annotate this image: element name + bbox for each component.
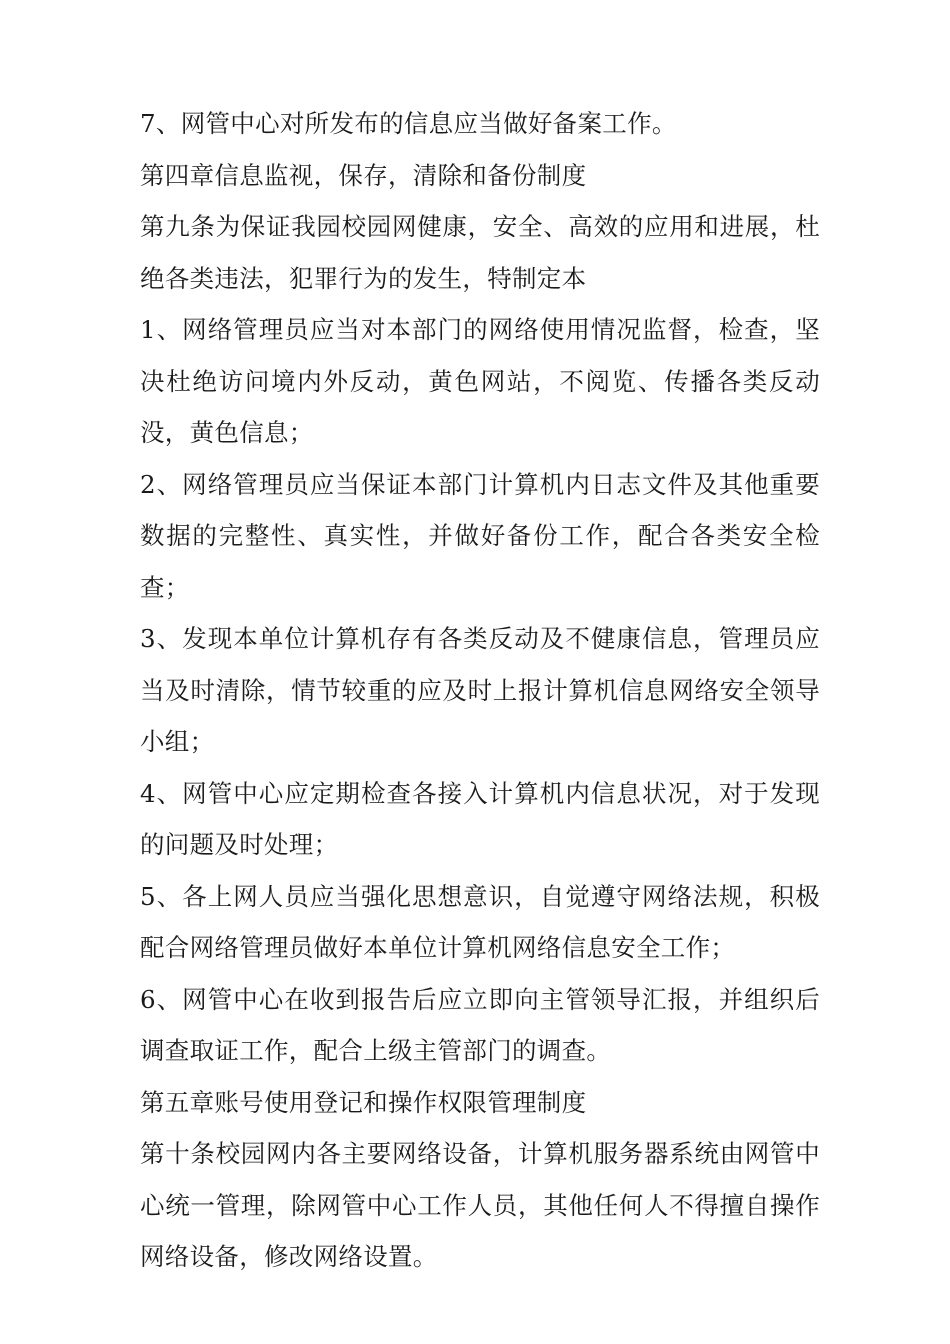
paragraph-item-3: 3、发现本单位计算机存有各类反动及不健康信息，管理员应当及时清除，情节较重的应及时上报计算机信息网络安全领导小组；: [140, 624, 820, 756]
chapter-4-heading: 第四章信息监视，保存，清除和备份制度: [140, 160, 587, 190]
chapter-5-heading: 第五章账号使用登记和操作权限管理制度: [140, 1087, 587, 1117]
paragraph-item-4: 4、网管中心应定期检查各接入计算机内信息状况，对于发现的问题及时处理；: [140, 778, 820, 859]
article-10: 第十条校园网内各主要网络设备，计算机服务器系统由网管中心统一管理，除网管中心工作人员，其他任何人不得擅自操作网络设备，修改网络设置。: [140, 1139, 820, 1271]
paragraph-item-7: 7、网管中心对所发布的信息应当做好备案工作。: [140, 109, 677, 138]
paragraph-item-1: 1、网络管理员应当对本部门的网络使用情况监督，检查，坚决杜绝访问境内外反动，黄色网站，不阅览、传播各类反动没，黄色信息；: [140, 315, 820, 447]
paragraph-item-2: 2、网络管理员应当保证本部门计算机内日志文件及其他重要数据的完整性、真实性，并做好备份工作，配合各类安全检查；: [140, 469, 820, 602]
document-body: [140, 98, 820, 1283]
paragraph-item-5: 5、各上网人员应当强化思想意识，自觉遵守网络法规，积极配合网络管理员做好本单位计算机网络信息安全工作；: [140, 881, 820, 962]
article-9: 第九条为保证我园校园网健康，安全、高效的应用和进展，杜绝各类违法，犯罪行为的发生，特制定本: [140, 212, 820, 293]
paragraph-item-6: 6、网管中心在收到报告后应立即向主管领导汇报，并组织后调查取证工作，配合上级主管部门的调查。: [140, 984, 820, 1065]
